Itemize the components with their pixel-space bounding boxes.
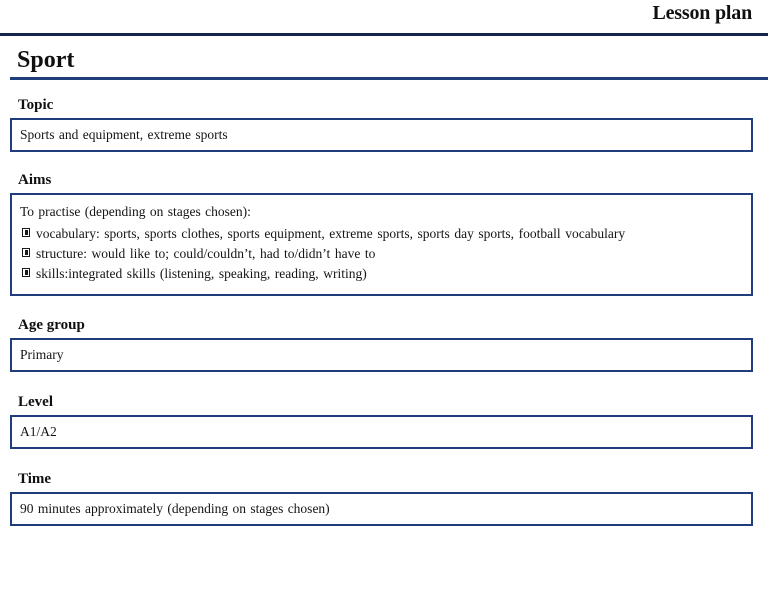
aims-heading: Aims (18, 172, 52, 188)
section-level (0, 393, 768, 449)
aims-list (20, 224, 743, 283)
square-bullet-icon (22, 228, 30, 237)
document-header (0, 0, 768, 32)
list-item (20, 244, 743, 263)
section-topic (0, 96, 768, 152)
level-field-box (10, 415, 753, 449)
topic-heading: Topic (18, 97, 54, 113)
age-group-value: Primary (20, 347, 64, 362)
section-time (0, 470, 768, 526)
title-divider (10, 77, 768, 80)
aims-intro-text: To practise (depending on stages chosen): (20, 204, 251, 219)
list-item (20, 264, 743, 283)
header-divider (0, 33, 768, 36)
time-field-box (10, 492, 753, 526)
section-age-group (0, 316, 768, 372)
square-bullet-icon (22, 248, 30, 257)
time-value: 90 minutes approximately (depending on stages chosen) (20, 501, 330, 516)
square-bullet-icon (22, 268, 30, 277)
header-title: Lesson plan (652, 2, 752, 24)
aims-field-box (10, 193, 753, 296)
age-group-heading: Age group (18, 317, 85, 333)
section-aims (0, 171, 768, 296)
level-value: A1/A2 (20, 424, 57, 439)
list-item (20, 224, 743, 243)
topic-field-box (10, 118, 753, 152)
level-heading: Level (18, 394, 53, 410)
age-group-field-box (10, 338, 753, 372)
aims-item-text: structure: would like to; could/couldn’t, had to/didn’t have to (36, 246, 376, 261)
aims-item-text: skills:integrated skills (listening, speaking, reading, writing) (36, 266, 367, 281)
topic-value: Sports and equipment, extreme sports (20, 127, 228, 142)
time-heading: Time (18, 471, 52, 487)
aims-item-text: vocabulary: sports, sports clothes, sports equipment, extreme sports, sports day sports, football vocabulary (36, 226, 626, 241)
page-title: Sport (17, 47, 75, 73)
title-block (0, 46, 768, 74)
